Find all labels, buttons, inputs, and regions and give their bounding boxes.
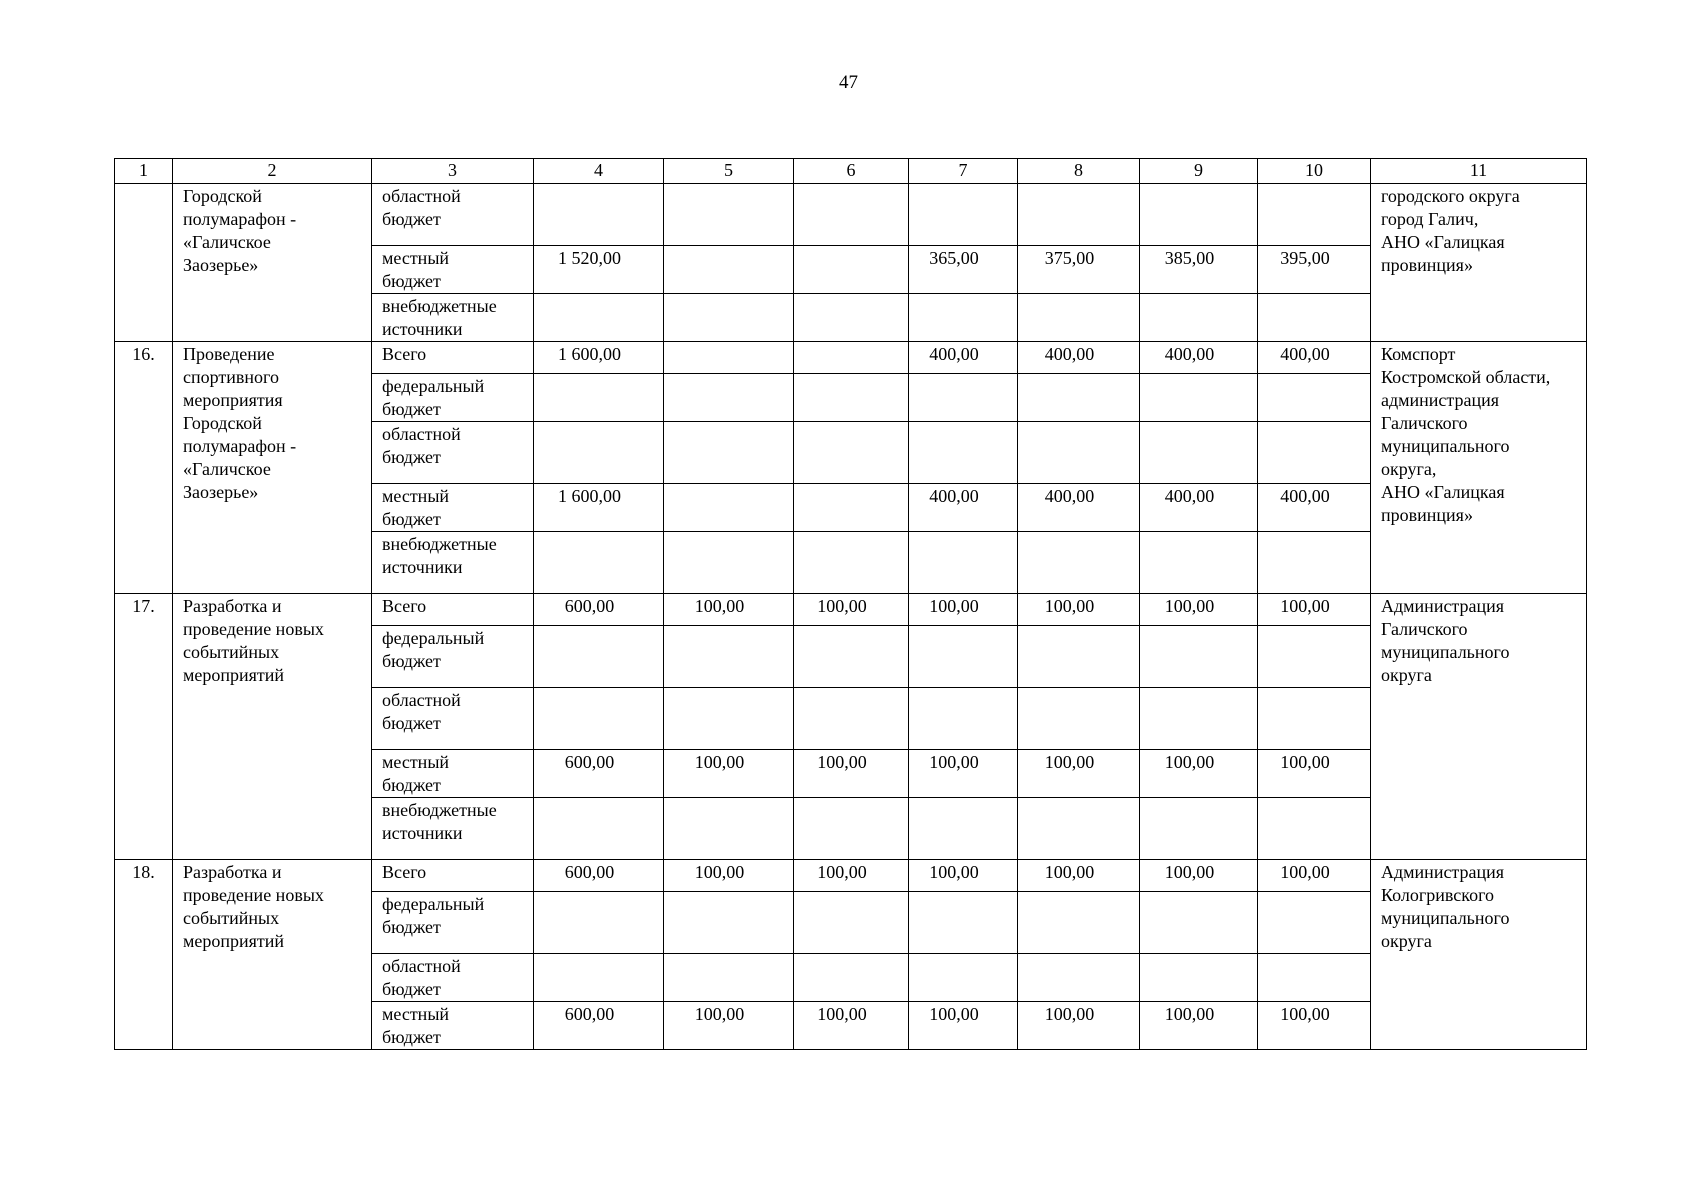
amount-cell [1258, 374, 1371, 422]
funding-source-line: бюджет [382, 399, 441, 419]
responsible-line: провинция» [1381, 505, 1473, 525]
amount-cell [794, 294, 909, 342]
amount-cell [534, 532, 664, 594]
item-name-cell [173, 860, 372, 1050]
amount-cell [1018, 294, 1140, 342]
item-name-line: Городской [183, 413, 262, 433]
item-name-line: Городской [183, 186, 262, 206]
item-name-line: мероприятий [183, 931, 285, 951]
amount-cell [1140, 798, 1258, 860]
amount-cell [1140, 954, 1258, 1002]
column-header: 9 [1140, 159, 1258, 184]
amount-cell: 100,00 [1258, 860, 1371, 892]
responsible-line: Костромской области, [1381, 367, 1551, 387]
amount-cell [909, 892, 1018, 954]
item-name-line: спортивного [183, 367, 279, 387]
responsible-line: муниципального [1381, 436, 1510, 456]
funding-source [372, 184, 534, 246]
responsible-line: Администрация [1381, 862, 1505, 882]
item-name-line: Проведение [183, 344, 275, 364]
responsible-line: администрация [1381, 390, 1500, 410]
amount-cell [794, 892, 909, 954]
funding-source-line: источники [382, 823, 463, 843]
amount-cell [909, 626, 1018, 688]
amount-cell [664, 294, 794, 342]
item-name-line: полумарафон - [183, 436, 297, 456]
responsible-line: Галичского [1381, 619, 1468, 639]
funding-source-line: внебюджетные [382, 296, 497, 316]
responsible-line: Комспорт [1381, 344, 1456, 364]
item-name-line: Разработка и [183, 862, 282, 882]
column-header: 2 [173, 159, 372, 184]
amount-cell [534, 798, 664, 860]
amount-cell: 100,00 [1018, 1002, 1140, 1050]
item-name-line: мероприятия [183, 390, 283, 410]
column-header: 5 [664, 159, 794, 184]
amount-cell [664, 626, 794, 688]
amount-cell: 400,00 [909, 484, 1018, 532]
responsible-line: городского округа [1381, 186, 1520, 206]
funding-source [372, 954, 534, 1002]
funding-source-line: бюджет [382, 775, 441, 795]
amount-cell [534, 184, 664, 246]
amount-cell: 1 600,00 [534, 484, 664, 532]
amount-cell: 400,00 [1258, 342, 1371, 374]
amount-cell: 100,00 [1258, 594, 1371, 626]
funding-source-line: источники [382, 319, 463, 339]
funding-source [372, 892, 534, 954]
column-header: 7 [909, 159, 1018, 184]
amount-cell [909, 688, 1018, 750]
funding-source-line: областной [382, 956, 461, 976]
responsible-line: Администрация [1381, 596, 1505, 616]
item-name-cell [173, 342, 372, 594]
amount-cell [1018, 892, 1140, 954]
column-header: 10 [1258, 159, 1371, 184]
funding-source [372, 484, 534, 532]
amount-cell: 100,00 [909, 1002, 1018, 1050]
amount-cell [534, 688, 664, 750]
amount-cell [1258, 626, 1371, 688]
item-name-cell [173, 594, 372, 860]
amount-cell [1258, 688, 1371, 750]
responsible-cell [1371, 594, 1587, 860]
amount-cell [1018, 422, 1140, 484]
funding-source-line: федеральный [382, 376, 485, 396]
funding-source-line: местный [382, 486, 450, 506]
funding-source-line: бюджет [382, 209, 441, 229]
page-number: 47 [839, 72, 858, 93]
amount-cell [1140, 532, 1258, 594]
amount-cell: 600,00 [534, 594, 664, 626]
budget-table [114, 158, 1587, 1050]
funding-source [372, 422, 534, 484]
amount-cell [534, 954, 664, 1002]
amount-cell [534, 892, 664, 954]
amount-cell [664, 798, 794, 860]
funding-source-line: федеральный [382, 628, 485, 648]
item-name-line: событийных [183, 642, 280, 662]
amount-cell [1018, 184, 1140, 246]
responsible-line: округа [1381, 931, 1432, 951]
amount-cell: 385,00 [1140, 246, 1258, 294]
table-row [115, 594, 1587, 626]
funding-source [372, 342, 534, 374]
amount-cell [794, 688, 909, 750]
amount-cell: 400,00 [909, 342, 1018, 374]
funding-source [372, 594, 534, 626]
table-row [115, 860, 1587, 892]
amount-cell [664, 342, 794, 374]
amount-cell [794, 422, 909, 484]
amount-cell [1258, 294, 1371, 342]
amount-cell [794, 484, 909, 532]
amount-cell: 100,00 [909, 594, 1018, 626]
amount-cell: 100,00 [794, 1002, 909, 1050]
amount-cell: 1 600,00 [534, 342, 664, 374]
amount-cell [1018, 532, 1140, 594]
amount-cell [1018, 798, 1140, 860]
responsible-line: округа [1381, 665, 1432, 685]
responsible-line: город Галич, [1381, 209, 1479, 229]
amount-cell [1140, 626, 1258, 688]
amount-cell: 100,00 [1140, 750, 1258, 798]
responsible-line: провинция» [1381, 255, 1473, 275]
amount-cell: 600,00 [534, 860, 664, 892]
amount-cell [794, 798, 909, 860]
amount-cell [1258, 954, 1371, 1002]
amount-cell [1140, 892, 1258, 954]
amount-cell: 100,00 [664, 750, 794, 798]
item-name-line: Заозерье» [183, 255, 259, 275]
item-name-line: Разработка и [183, 596, 282, 616]
funding-source [372, 294, 534, 342]
amount-cell [909, 294, 1018, 342]
funding-source-line: бюджет [382, 447, 441, 467]
funding-source-line: источники [382, 557, 463, 577]
funding-source [372, 374, 534, 422]
amount-cell [794, 954, 909, 1002]
funding-source-line: бюджет [382, 1027, 441, 1047]
amount-cell: 100,00 [794, 750, 909, 798]
amount-cell [1258, 184, 1371, 246]
amount-cell: 100,00 [664, 1002, 794, 1050]
amount-cell: 100,00 [794, 594, 909, 626]
funding-source-line: местный [382, 1004, 450, 1024]
amount-cell: 100,00 [1140, 1002, 1258, 1050]
amount-cell [664, 532, 794, 594]
funding-source [372, 246, 534, 294]
amount-cell [794, 342, 909, 374]
responsible-line: муниципального [1381, 642, 1510, 662]
amount-cell: 100,00 [1018, 860, 1140, 892]
amount-cell [664, 688, 794, 750]
amount-cell [534, 422, 664, 484]
amount-cell [1018, 954, 1140, 1002]
funding-source-line: местный [382, 752, 450, 772]
funding-source-line: областной [382, 186, 461, 206]
amount-cell: 100,00 [1258, 750, 1371, 798]
amount-cell [1140, 688, 1258, 750]
funding-source-line: местный [382, 248, 450, 268]
amount-cell: 400,00 [1258, 484, 1371, 532]
funding-source-line: внебюджетные [382, 534, 497, 554]
amount-cell: 400,00 [1018, 484, 1140, 532]
responsible-line: округа, [1381, 459, 1437, 479]
amount-cell: 100,00 [1258, 1002, 1371, 1050]
amount-cell [794, 246, 909, 294]
funding-source-line: Всего [382, 344, 427, 364]
amount-cell [1140, 374, 1258, 422]
table-row [115, 342, 1587, 374]
amount-cell [1140, 422, 1258, 484]
column-header: 3 [372, 159, 534, 184]
amount-cell [1258, 422, 1371, 484]
responsible-line: Галичского [1381, 413, 1468, 433]
item-name-line: мероприятий [183, 665, 285, 685]
responsible-line: АНО «Галицкая [1381, 232, 1505, 252]
amount-cell [1140, 184, 1258, 246]
amount-cell: 100,00 [1018, 750, 1140, 798]
item-name-line: «Галичское [183, 459, 271, 479]
funding-source [372, 750, 534, 798]
responsible-line: АНО «Галицкая [1381, 482, 1505, 502]
funding-source-line: бюджет [382, 271, 441, 291]
amount-cell: 600,00 [534, 1002, 664, 1050]
amount-cell: 1 520,00 [534, 246, 664, 294]
funding-source-line: Всего [382, 596, 427, 616]
funding-source [372, 688, 534, 750]
item-name-line: проведение новых [183, 885, 324, 905]
item-name-cell [173, 184, 372, 342]
funding-source-line: бюджет [382, 713, 441, 733]
funding-source-line: Всего [382, 862, 427, 882]
amount-cell [1018, 688, 1140, 750]
amount-cell [664, 374, 794, 422]
column-header: 4 [534, 159, 664, 184]
item-number: 16. [115, 342, 173, 594]
funding-source-line: областной [382, 690, 461, 710]
amount-cell [534, 294, 664, 342]
amount-cell [909, 374, 1018, 422]
amount-cell [794, 626, 909, 688]
funding-source-line: внебюджетные [382, 800, 497, 820]
amount-cell: 400,00 [1140, 342, 1258, 374]
column-header: 11 [1371, 159, 1587, 184]
column-header: 8 [1018, 159, 1140, 184]
amount-cell: 100,00 [1140, 860, 1258, 892]
funding-source-line: бюджет [382, 509, 441, 529]
amount-cell [1258, 532, 1371, 594]
amount-cell [794, 532, 909, 594]
funding-source-line: бюджет [382, 979, 441, 999]
responsible-cell [1371, 184, 1587, 342]
amount-cell: 395,00 [1258, 246, 1371, 294]
funding-source [372, 798, 534, 860]
amount-cell [909, 184, 1018, 246]
funding-source [372, 860, 534, 892]
amount-cell [794, 374, 909, 422]
item-number: 18. [115, 860, 173, 1050]
amount-cell: 100,00 [794, 860, 909, 892]
amount-cell [664, 184, 794, 246]
amount-cell: 400,00 [1140, 484, 1258, 532]
amount-cell [909, 532, 1018, 594]
amount-cell [1140, 294, 1258, 342]
amount-cell [909, 954, 1018, 1002]
funding-source-line: федеральный [382, 894, 485, 914]
header-row [115, 159, 1587, 184]
amount-cell [664, 422, 794, 484]
funding-source-line: бюджет [382, 651, 441, 671]
amount-cell [1018, 626, 1140, 688]
amount-cell [534, 626, 664, 688]
funding-source [372, 1002, 534, 1050]
amount-cell [664, 892, 794, 954]
funding-source [372, 626, 534, 688]
item-name-line: «Галичское [183, 232, 271, 252]
amount-cell [1258, 892, 1371, 954]
item-name-line: полумарафон - [183, 209, 297, 229]
amount-cell: 100,00 [909, 860, 1018, 892]
amount-cell [534, 374, 664, 422]
amount-cell [794, 184, 909, 246]
amount-cell: 365,00 [909, 246, 1018, 294]
amount-cell: 100,00 [1140, 594, 1258, 626]
amount-cell [909, 798, 1018, 860]
item-name-line: проведение новых [183, 619, 324, 639]
amount-cell: 400,00 [1018, 342, 1140, 374]
amount-cell [664, 246, 794, 294]
responsible-line: Кологривского [1381, 885, 1495, 905]
responsible-cell [1371, 342, 1587, 594]
amount-cell [664, 484, 794, 532]
amount-cell: 100,00 [909, 750, 1018, 798]
responsible-cell [1371, 860, 1587, 1050]
funding-source-line: областной [382, 424, 461, 444]
item-name-line: Заозерье» [183, 482, 259, 502]
item-name-line: событийных [183, 908, 280, 928]
amount-cell: 100,00 [664, 860, 794, 892]
funding-source-line: бюджет [382, 917, 441, 937]
column-header: 6 [794, 159, 909, 184]
funding-source [372, 532, 534, 594]
item-number: 17. [115, 594, 173, 860]
responsible-line: муниципального [1381, 908, 1510, 928]
table-row [115, 184, 1587, 246]
amount-cell: 100,00 [664, 594, 794, 626]
amount-cell: 100,00 [1018, 594, 1140, 626]
amount-cell [909, 422, 1018, 484]
column-header: 1 [115, 159, 173, 184]
amount-cell: 600,00 [534, 750, 664, 798]
item-number [115, 184, 173, 342]
amount-cell [664, 954, 794, 1002]
amount-cell [1258, 798, 1371, 860]
amount-cell: 375,00 [1018, 246, 1140, 294]
amount-cell [1018, 374, 1140, 422]
